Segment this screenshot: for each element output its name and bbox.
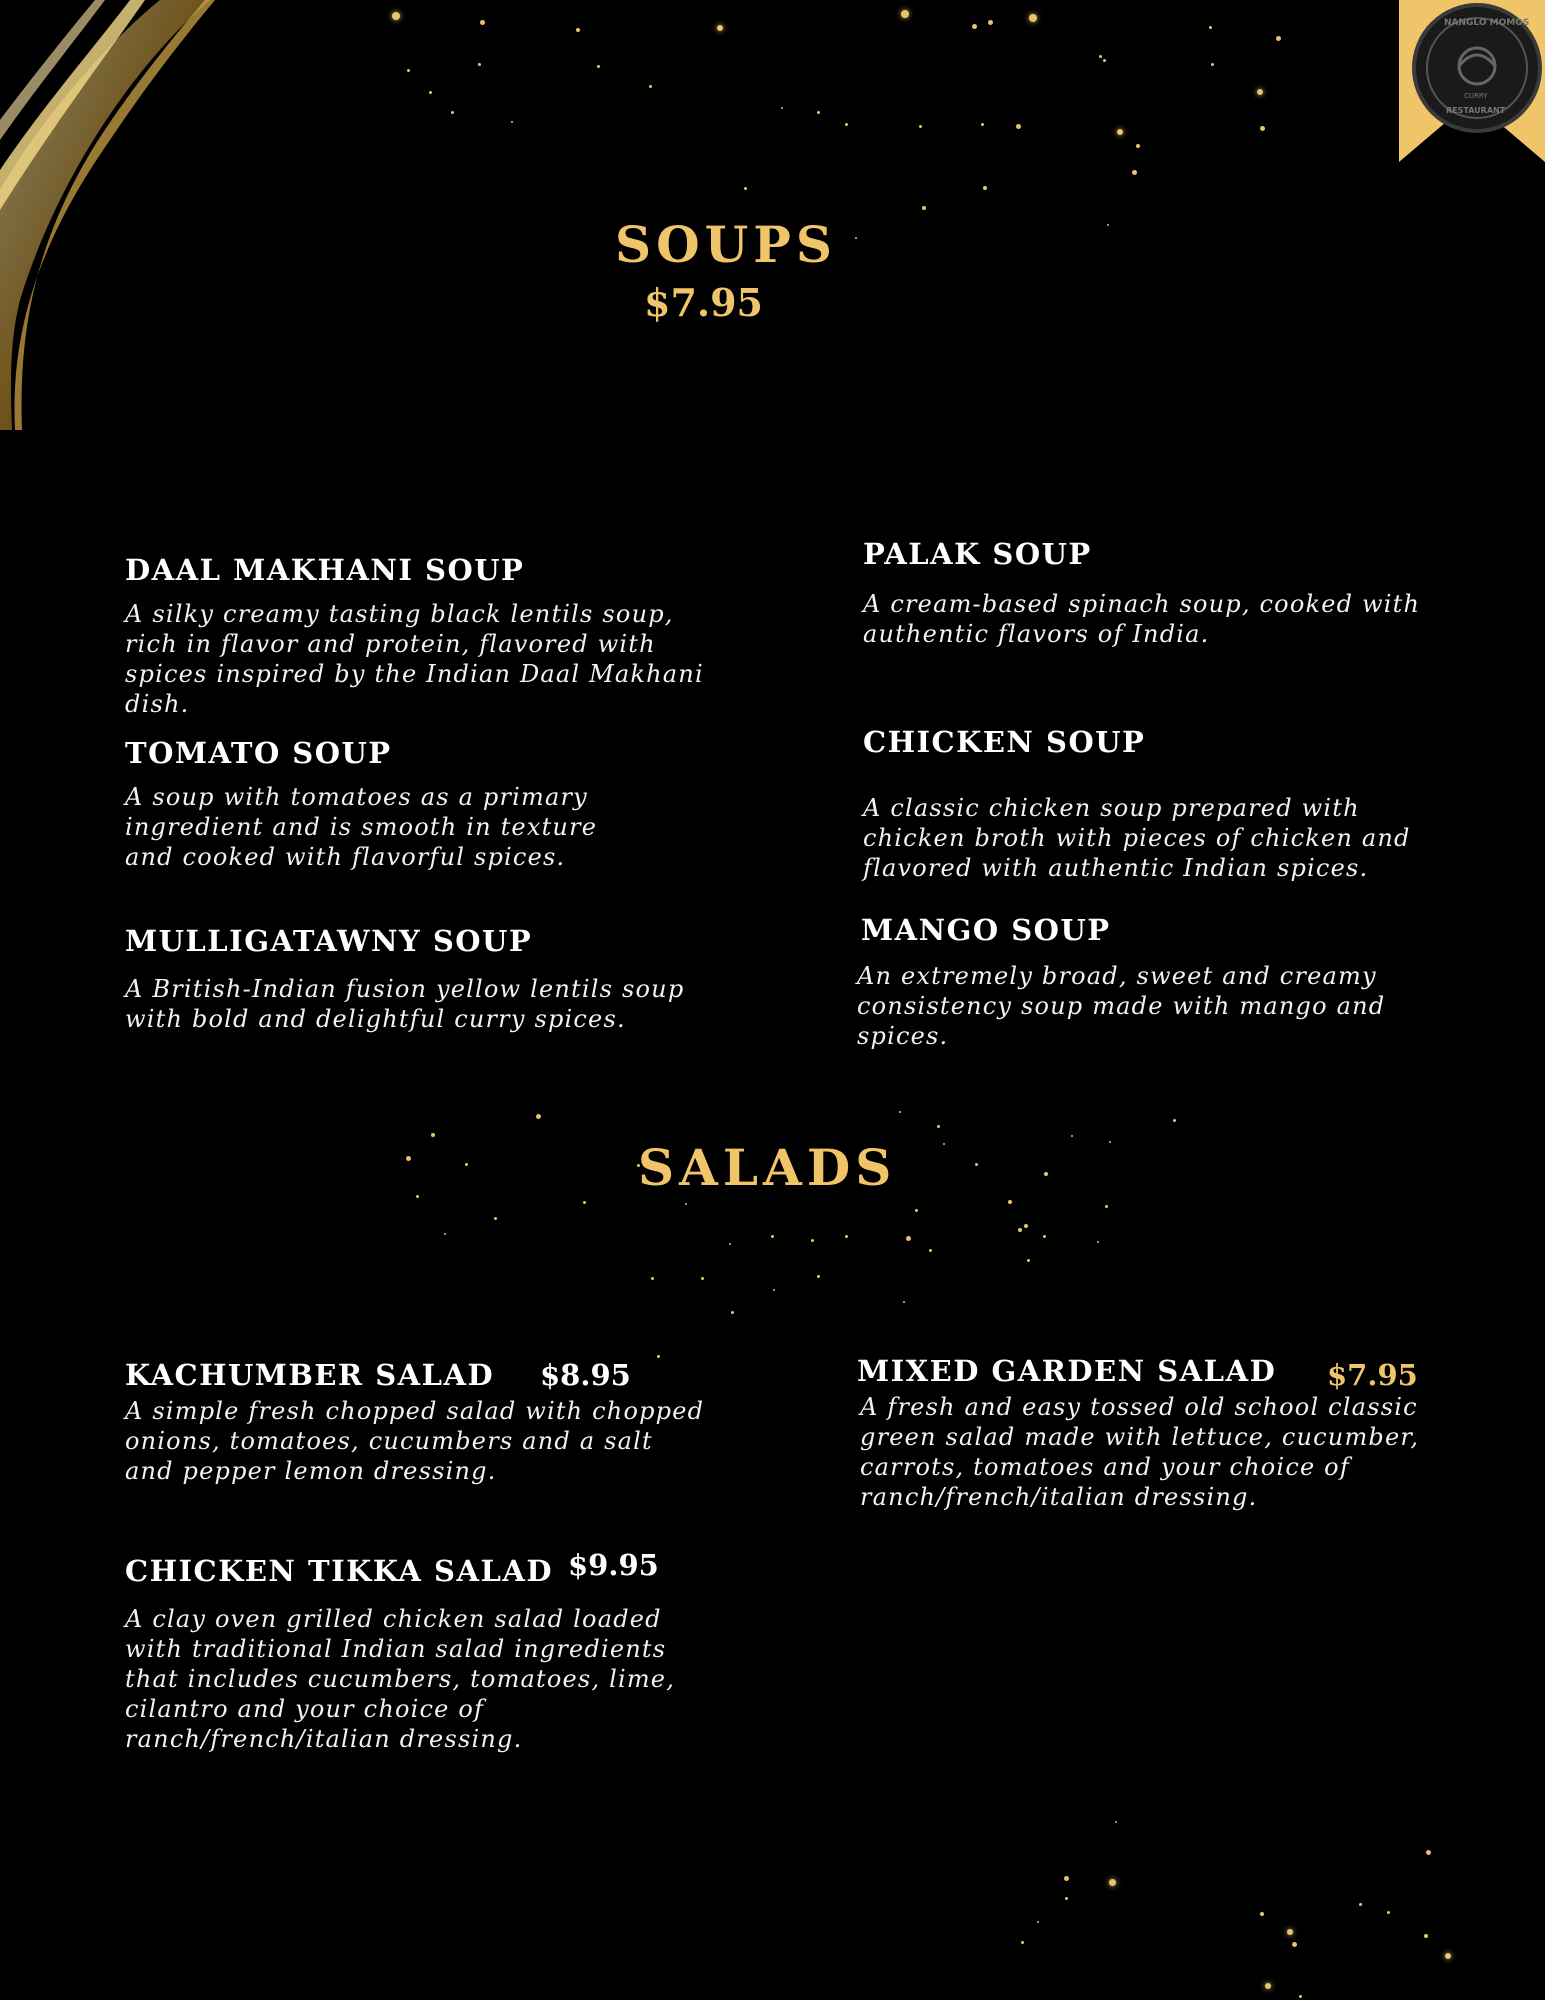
sparkle-dot — [478, 63, 481, 66]
sparkle-dot — [451, 111, 454, 114]
sparkle-dot — [480, 20, 485, 25]
sparkle-dot — [899, 1111, 901, 1113]
sparkle-dot — [1260, 126, 1265, 131]
salad-item-mixed-garden — [857, 1354, 1457, 1512]
logo-text-top: NANGLO MOMOS — [1444, 18, 1530, 28]
sparkle-dot — [937, 1125, 940, 1128]
item-name: PALAK SOUP — [863, 537, 1092, 571]
item-name: TOMATO SOUP — [125, 736, 392, 770]
sparkle-dot — [1173, 1119, 1176, 1122]
sparkle-dot — [1260, 1912, 1264, 1916]
sparkle-dot — [1103, 59, 1106, 62]
soup-item-daal-makhani — [125, 553, 705, 719]
sparkle-dot — [1359, 1903, 1362, 1906]
sparkle-dot — [1024, 1224, 1028, 1228]
item-description: A clay oven grilled chicken salad loaded with traditional Indian salad ingredients that includes cucumbers, tomatoes, lime, cilantro and your choice of ranch/french/italian dressing. — [125, 1605, 676, 1753]
item-description: A classic chicken soup prepared with chicken broth with pieces of chicken and flavored with authentic Indian spices. — [863, 794, 1411, 882]
sparkle-dot — [1027, 1259, 1030, 1262]
sparkle-dot — [731, 1311, 734, 1314]
sparkle-dot — [1018, 1228, 1022, 1232]
logo-text-bottom: RESTAURANT — [1446, 106, 1506, 115]
sparkle-dot — [1115, 1821, 1117, 1823]
logo-text-mid: CURRY — [1464, 92, 1488, 100]
logo-badge — [1399, 0, 1545, 162]
sparkle-dot — [906, 1236, 911, 1241]
sparkle-dot — [1426, 1850, 1431, 1855]
sparkle-dot — [1064, 1876, 1069, 1881]
sparkle-dot — [988, 20, 993, 25]
item-name: MIXED GARDEN SALAD — [857, 1354, 1277, 1388]
sparkle-dot — [1016, 124, 1021, 129]
sparkle-dot — [1424, 1934, 1428, 1938]
sparkle-dot — [1109, 1141, 1111, 1143]
sparkle-dot — [1043, 1235, 1046, 1238]
sparkle-dot — [983, 186, 987, 190]
sparkle-dot — [981, 123, 984, 126]
soup-item-chicken — [863, 725, 1453, 883]
sparkle-dot — [649, 85, 652, 88]
sparkle-dot — [597, 65, 600, 68]
soups-title: SOUPS — [615, 215, 837, 274]
sparkle-dot — [651, 1277, 654, 1280]
sparkle-dot — [701, 1277, 704, 1280]
sparkle-dot — [901, 10, 909, 18]
item-name: MANGO SOUP — [861, 913, 1111, 947]
item-description: A silky creamy tasting black lentils soup, rich in flavor and protein, flavored with spices inspired by the Indian Daal Makhani dish. — [125, 600, 704, 718]
item-description: An extremely broad, sweet and creamy consistency soup made with mango and spices. — [857, 962, 1386, 1050]
sparkle-dot — [1109, 1879, 1116, 1886]
item-price: $9.95 — [568, 1548, 659, 1582]
sparkle-dot — [1107, 224, 1109, 226]
salad-item-chicken-tikka — [125, 1548, 715, 1754]
sparkle-dot — [511, 121, 513, 123]
gold-swirl-decoration — [0, 0, 230, 440]
item-name: MULLIGATAWNY SOUP — [125, 924, 533, 958]
sparkle-dot — [494, 1217, 497, 1220]
sparkle-dot — [429, 91, 432, 94]
sparkle-dot — [1099, 55, 1102, 58]
sparkle-dot — [1387, 1911, 1390, 1914]
soup-item-mulligatawny — [125, 924, 685, 1034]
item-description: A cream-based spinach soup, cooked with authentic flavors of India. — [863, 590, 1421, 648]
sparkle-dot — [583, 1201, 586, 1204]
sparkle-dot — [1044, 1172, 1048, 1176]
salad-item-kachumber — [125, 1358, 705, 1486]
sparkle-dot — [1097, 1241, 1099, 1243]
sparkle-dot — [744, 187, 747, 190]
sparkle-dot — [845, 123, 848, 126]
sparkle-dot — [392, 12, 400, 20]
sparkle-dot — [406, 1156, 411, 1161]
sparkle-dot — [1445, 1953, 1451, 1959]
item-price: $8.95 — [540, 1358, 631, 1392]
item-description: A fresh and easy tossed old school classic green salad made with lettuce, cucumber, carrots, tomatoes and your choice of ranch/french/italian dressing. — [860, 1393, 1420, 1511]
salads-title: SALADS — [638, 1138, 897, 1197]
sparkle-dot — [1065, 1897, 1068, 1900]
sparkle-dot — [1037, 1921, 1039, 1923]
soup-item-mango — [857, 913, 1437, 1051]
sparkle-dot — [1209, 26, 1212, 29]
sparkle-dot — [817, 1275, 820, 1278]
sparkle-dot — [431, 1133, 435, 1137]
item-description: A British-Indian fusion yellow lentils soup with bold and delightful curry spices. — [125, 975, 685, 1033]
sparkle-dot — [407, 69, 410, 72]
sparkle-dot — [943, 1143, 945, 1145]
sparkle-dot — [1257, 89, 1263, 95]
sparkle-dot — [811, 1239, 814, 1242]
sparkle-dot — [919, 125, 922, 128]
sparkle-dot — [465, 1163, 468, 1166]
sparkle-dot — [975, 1163, 978, 1166]
item-name: KACHUMBER SALAD — [125, 1358, 495, 1392]
sparkle-dot — [773, 1289, 775, 1291]
sparkle-dot — [903, 1301, 905, 1303]
sparkle-dot — [1071, 1135, 1073, 1137]
soup-item-palak — [863, 537, 1473, 649]
sparkle-dot — [1008, 1200, 1012, 1204]
item-name: CHICKEN TIKKA SALAD — [125, 1554, 554, 1588]
sparkle-dot — [416, 1195, 419, 1198]
sparkle-dot — [576, 28, 580, 32]
sparkle-dot — [1117, 129, 1123, 135]
sparkle-dot — [845, 1235, 848, 1238]
sparkle-dot — [1287, 1929, 1293, 1935]
sparkle-dot — [685, 1203, 687, 1205]
sparkle-dot — [1292, 1942, 1297, 1947]
item-name: CHICKEN SOUP — [863, 725, 1146, 759]
sparkle-dot — [915, 1209, 918, 1212]
sparkle-dot — [1021, 1941, 1024, 1944]
sparkle-dot — [855, 237, 857, 239]
sparkle-dot — [1029, 14, 1037, 22]
item-description: A soup with tomatoes as a primary ingredient and is smooth in texture and cooked with flavorful spices. — [125, 783, 598, 871]
sparkle-dot — [1105, 1205, 1108, 1208]
sparkle-dot — [771, 1235, 774, 1238]
item-price: $7.95 — [1327, 1358, 1418, 1392]
item-name: DAAL MAKHANI SOUP — [125, 553, 525, 587]
sparkle-dot — [717, 25, 723, 31]
sparkle-dot — [1276, 36, 1281, 41]
soup-item-tomato — [125, 736, 645, 872]
sparkle-dot — [922, 206, 926, 210]
sparkle-dot — [929, 1249, 932, 1252]
sparkle-dot — [1211, 63, 1214, 66]
item-description: A simple fresh chopped salad with chopped onions, tomatoes, cucumbers and a salt and pepper lemon dressing. — [125, 1397, 705, 1485]
sparkle-dot — [1136, 144, 1140, 148]
soups-price: $7.95 — [644, 280, 763, 325]
sparkle-dot — [1265, 1983, 1271, 1989]
sparkle-dot — [444, 1233, 446, 1235]
sparkle-dot — [1299, 1995, 1302, 1998]
sparkle-dot — [536, 1114, 541, 1119]
sparkle-dot — [781, 107, 783, 109]
sparkle-dot — [817, 111, 820, 114]
sparkle-dot — [1132, 170, 1137, 175]
sparkle-dot — [729, 1243, 731, 1245]
sparkle-dot — [972, 24, 977, 29]
